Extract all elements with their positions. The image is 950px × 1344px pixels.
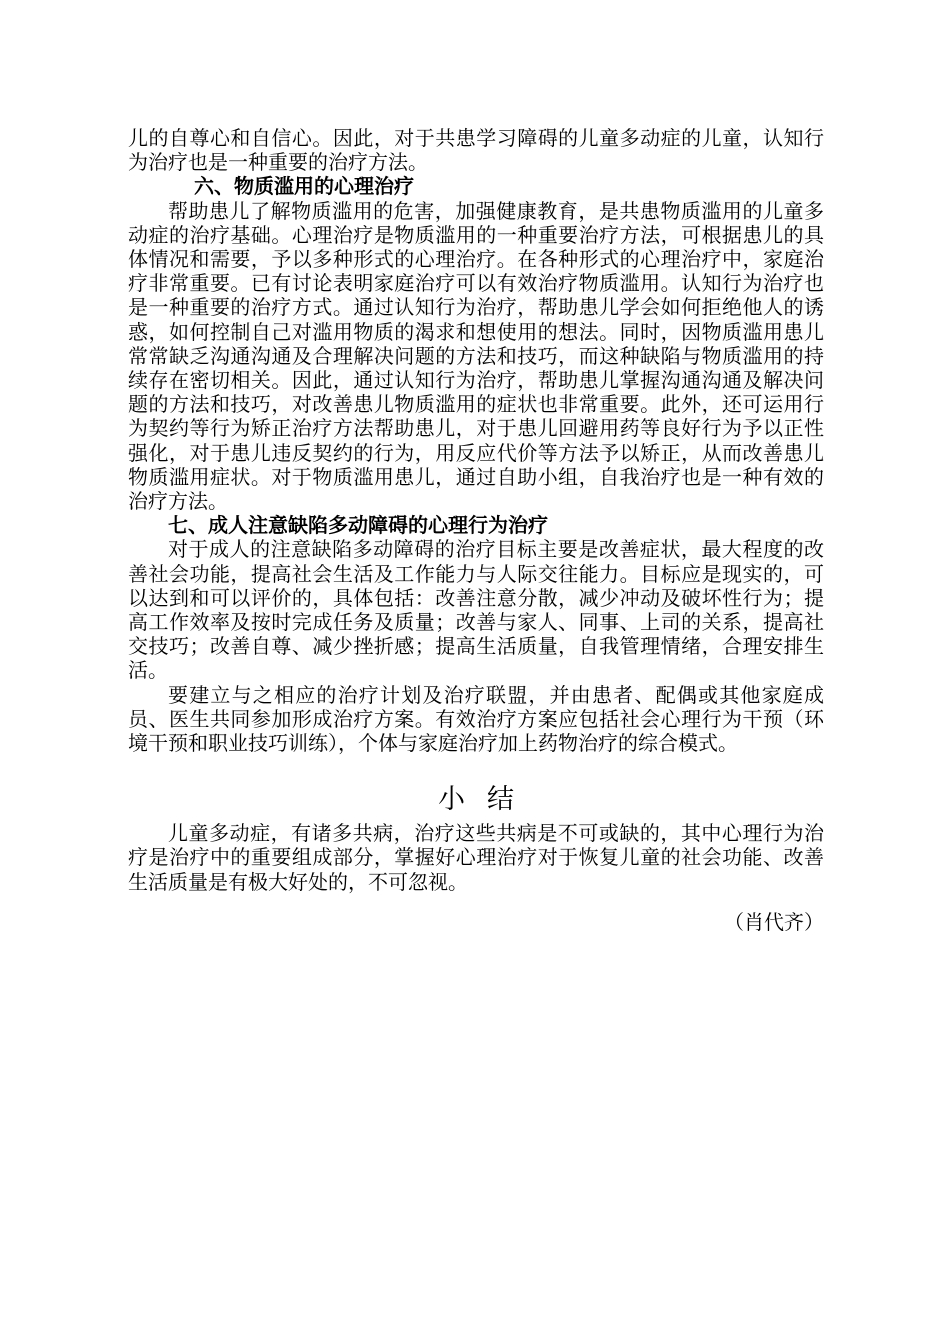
section-heading-adult-adhd: 七、成人注意缺陷多动障碍的心理行为治疗 <box>168 513 548 538</box>
paragraph-summary: 儿童多动症，有诸多共病，治疗这些共病是不可或缺的，其中心理行为治疗是治疗中的重要组成部分，掌握好心理治疗对于恢复儿童的社会功能、改善生活质量是有极大好处的，不可忽视。 <box>128 821 824 894</box>
author-signature: （肖代齐） <box>724 909 824 934</box>
document-page <box>128 126 824 934</box>
paragraph-substance-abuse: 帮助患儿了解物质滥用的危害，加强健康教育，是共患物质滥用的儿童多动症的治疗基础。心理治疗是物质滥用的一种重要治疗方法，可根据患儿的具体情况和需要，予以多种形式的心理治疗。在各种形式的心理治疗中，家庭治疗非常重要。已有讨论表明家庭治疗可以有效治疗物质滥用。认知行为治疗也是一种重要的治疗方式。通过认知行为治疗，帮助患儿学会如何拒绝他人的诱惑，如何控制自己对滥用物质的渴求和想使用的想法。同时，因物质滥用患儿常常缺乏沟通沟通及合理解决问题的方法和技巧，而这种缺陷与物质滥用的持续存在密切相关。因此，通过认知行为治疗，帮助患儿掌握沟通沟通及解决问题的方法和技巧，对改善患儿物质滥用的症状也非常重要。此外，还可运用行为契约等行为矫正治疗方法帮助患儿，对于患儿回避用药等良好行为予以正性强化，对于患儿违反契约的行为，用反应代价等方法予以矫正，从而改善患儿物质滥用症状。对于物质滥用患儿，通过自助小组，自我治疗也是一种有效的治疗方法。 <box>128 198 824 514</box>
paragraph-continued: 儿的自尊心和自信心。因此，对于共患学习障碍的儿童多动症的儿童，认知行为治疗也是一种重要的治疗方法。 <box>128 126 824 175</box>
summary-title: 小结 <box>438 784 536 816</box>
section-heading-substance-abuse: 六、物质滥用的心理治疗 <box>194 174 414 199</box>
paragraph-adult-adhd-goals: 对于成人的注意缺陷多动障碍的治疗目标主要是改善症状，最大程度的改善社会功能，提高社会生活及工作能力与人际交往能力。目标应是现实的，可以达到和可以评价的，具体包括：改善注意分散，减少冲动及破坏性行为；提高工作效率及按时完成任务及质量；改善与家人、同事、上司的关系，提高社交技巧；改善自尊、减少挫折感；提高生活质量，自我管理情绪，合理安排生活。 <box>128 537 824 683</box>
paragraph-adult-adhd-plan: 要建立与之相应的治疗计划及治疗联盟，并由患者、配偶或其他家庭成员、医生共同参加形成治疗方案。有效治疗方案应包括社会心理行为干预（环境干预和职业技巧训练），个体与家庭治疗加上药物治疗的综合模式。 <box>128 682 824 756</box>
